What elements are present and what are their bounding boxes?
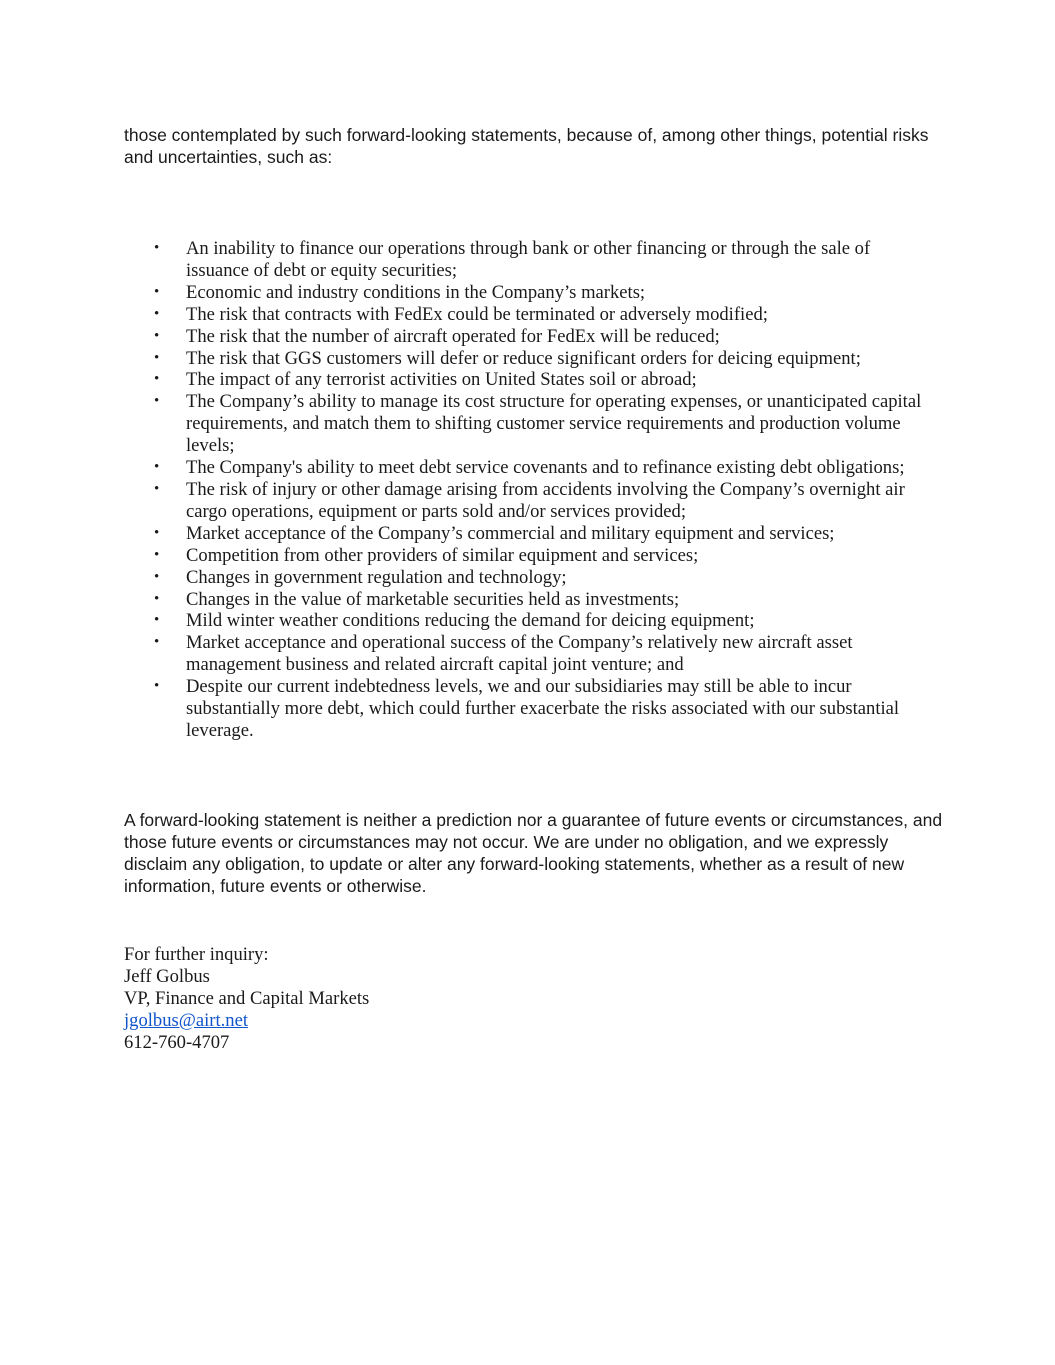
risk-item <box>152 348 932 370</box>
risk-item <box>152 457 932 479</box>
contact-heading: For further inquiry: <box>124 944 269 965</box>
risk-text: The impact of any terrorist activities on United States soil or abroad; <box>186 369 697 391</box>
risk-text: Competition from other providers of similar equipment and services; <box>186 544 699 566</box>
bullet-icon: • <box>154 240 160 256</box>
risk-item <box>152 326 932 348</box>
contact-email-link[interactable]: jgolbus@airt.net <box>124 1009 249 1031</box>
bullet-icon: • <box>154 459 160 476</box>
bullet-icon: • <box>154 480 160 497</box>
intro-paragraph: those contemplated by such forward-looking statements, because of, among other things, potential risks and uncertainties, such as: <box>124 125 929 167</box>
contact-phone: 612-760-4707 <box>124 1031 230 1053</box>
risk-item <box>152 238 932 282</box>
bullet-icon: • <box>154 393 160 410</box>
bullet-icon: • <box>154 524 160 541</box>
risk-text: Mild winter weather conditions reducing the demand for deicing equipment; <box>186 610 755 632</box>
risk-text: Economic and industry conditions in the Company’s markets; <box>186 281 646 303</box>
contact-name: Jeff Golbus <box>124 965 210 987</box>
risk-text: An inability to finance our operations through bank or other financing or through the sale of issuance of debt or equity securities; <box>186 238 871 281</box>
bullet-icon: • <box>154 327 160 344</box>
risk-item <box>152 523 932 545</box>
risk-text: The risk of injury or other damage arising from accidents involving the Company’s overnight air cargo operations, equipment or parts sold and/or services provided; <box>186 478 905 522</box>
bullet-icon: • <box>154 305 160 322</box>
risk-item <box>152 610 932 632</box>
contact-title: VP, Finance and Capital Markets <box>124 987 370 1009</box>
risk-item <box>152 369 932 391</box>
risk-text: The risk that contracts with FedEx could be terminated or adversely modified; <box>186 303 768 325</box>
risk-text: Changes in the value of marketable securities held as investments; <box>186 588 680 610</box>
risk-item <box>152 567 932 589</box>
risk-item <box>152 632 932 676</box>
risk-item <box>152 282 932 304</box>
bullet-icon: • <box>154 283 160 300</box>
risk-item <box>152 479 932 523</box>
bullet-icon: • <box>154 546 160 563</box>
bullet-icon: • <box>154 678 160 695</box>
bullet-icon: • <box>154 634 160 651</box>
risk-text: Market acceptance and operational success of the Company’s relatively new aircraft asset management business and related aircraft capital joint venture; and <box>186 632 853 676</box>
risk-item <box>152 676 932 742</box>
risk-item <box>152 589 932 611</box>
risk-text: The risk that GGS customers will defer or reduce significant orders for deicing equipment; <box>186 347 861 369</box>
bullet-icon: • <box>154 349 160 366</box>
risk-text: Changes in government regulation and technology; <box>186 566 567 588</box>
risk-text: Market acceptance of the Company’s commercial and military equipment and services; <box>186 522 835 544</box>
risk-item <box>152 545 932 567</box>
bullet-icon: • <box>154 568 160 585</box>
risk-text: The risk that the number of aircraft operated for FedEx will be reduced; <box>186 325 720 347</box>
risk-item <box>152 391 932 457</box>
risk-text: The Company’s ability to manage its cost structure for operating expenses, or unanticipated capital requirements, and match them to shifting customer service requirements and production volume levels; <box>186 391 922 457</box>
risk-text: Despite our current indebtedness levels, we and our subsidiaries may still be able to incur substantially more debt, which could further exacerbate the risks associated with our substantial leverage. <box>186 676 900 741</box>
bullet-icon: • <box>154 371 160 388</box>
contact-block <box>124 944 369 1054</box>
risk-text: The Company's ability to meet debt service covenants and to refinance existing debt obligations; <box>186 457 905 479</box>
disclaimer-paragraph: A forward-looking statement is neither a prediction nor a guarantee of future events or circumstances, and those future events or circumstances may not occur. We are under no obligation, and we expressly disclaim any obligation, to update or alter any forward-looking statements, whether as a result of new information, future events or otherwise. <box>124 810 943 896</box>
bullet-icon: • <box>154 590 160 607</box>
risk-factors-list <box>152 238 932 742</box>
risk-item <box>152 304 932 326</box>
bullet-icon: • <box>154 612 160 629</box>
